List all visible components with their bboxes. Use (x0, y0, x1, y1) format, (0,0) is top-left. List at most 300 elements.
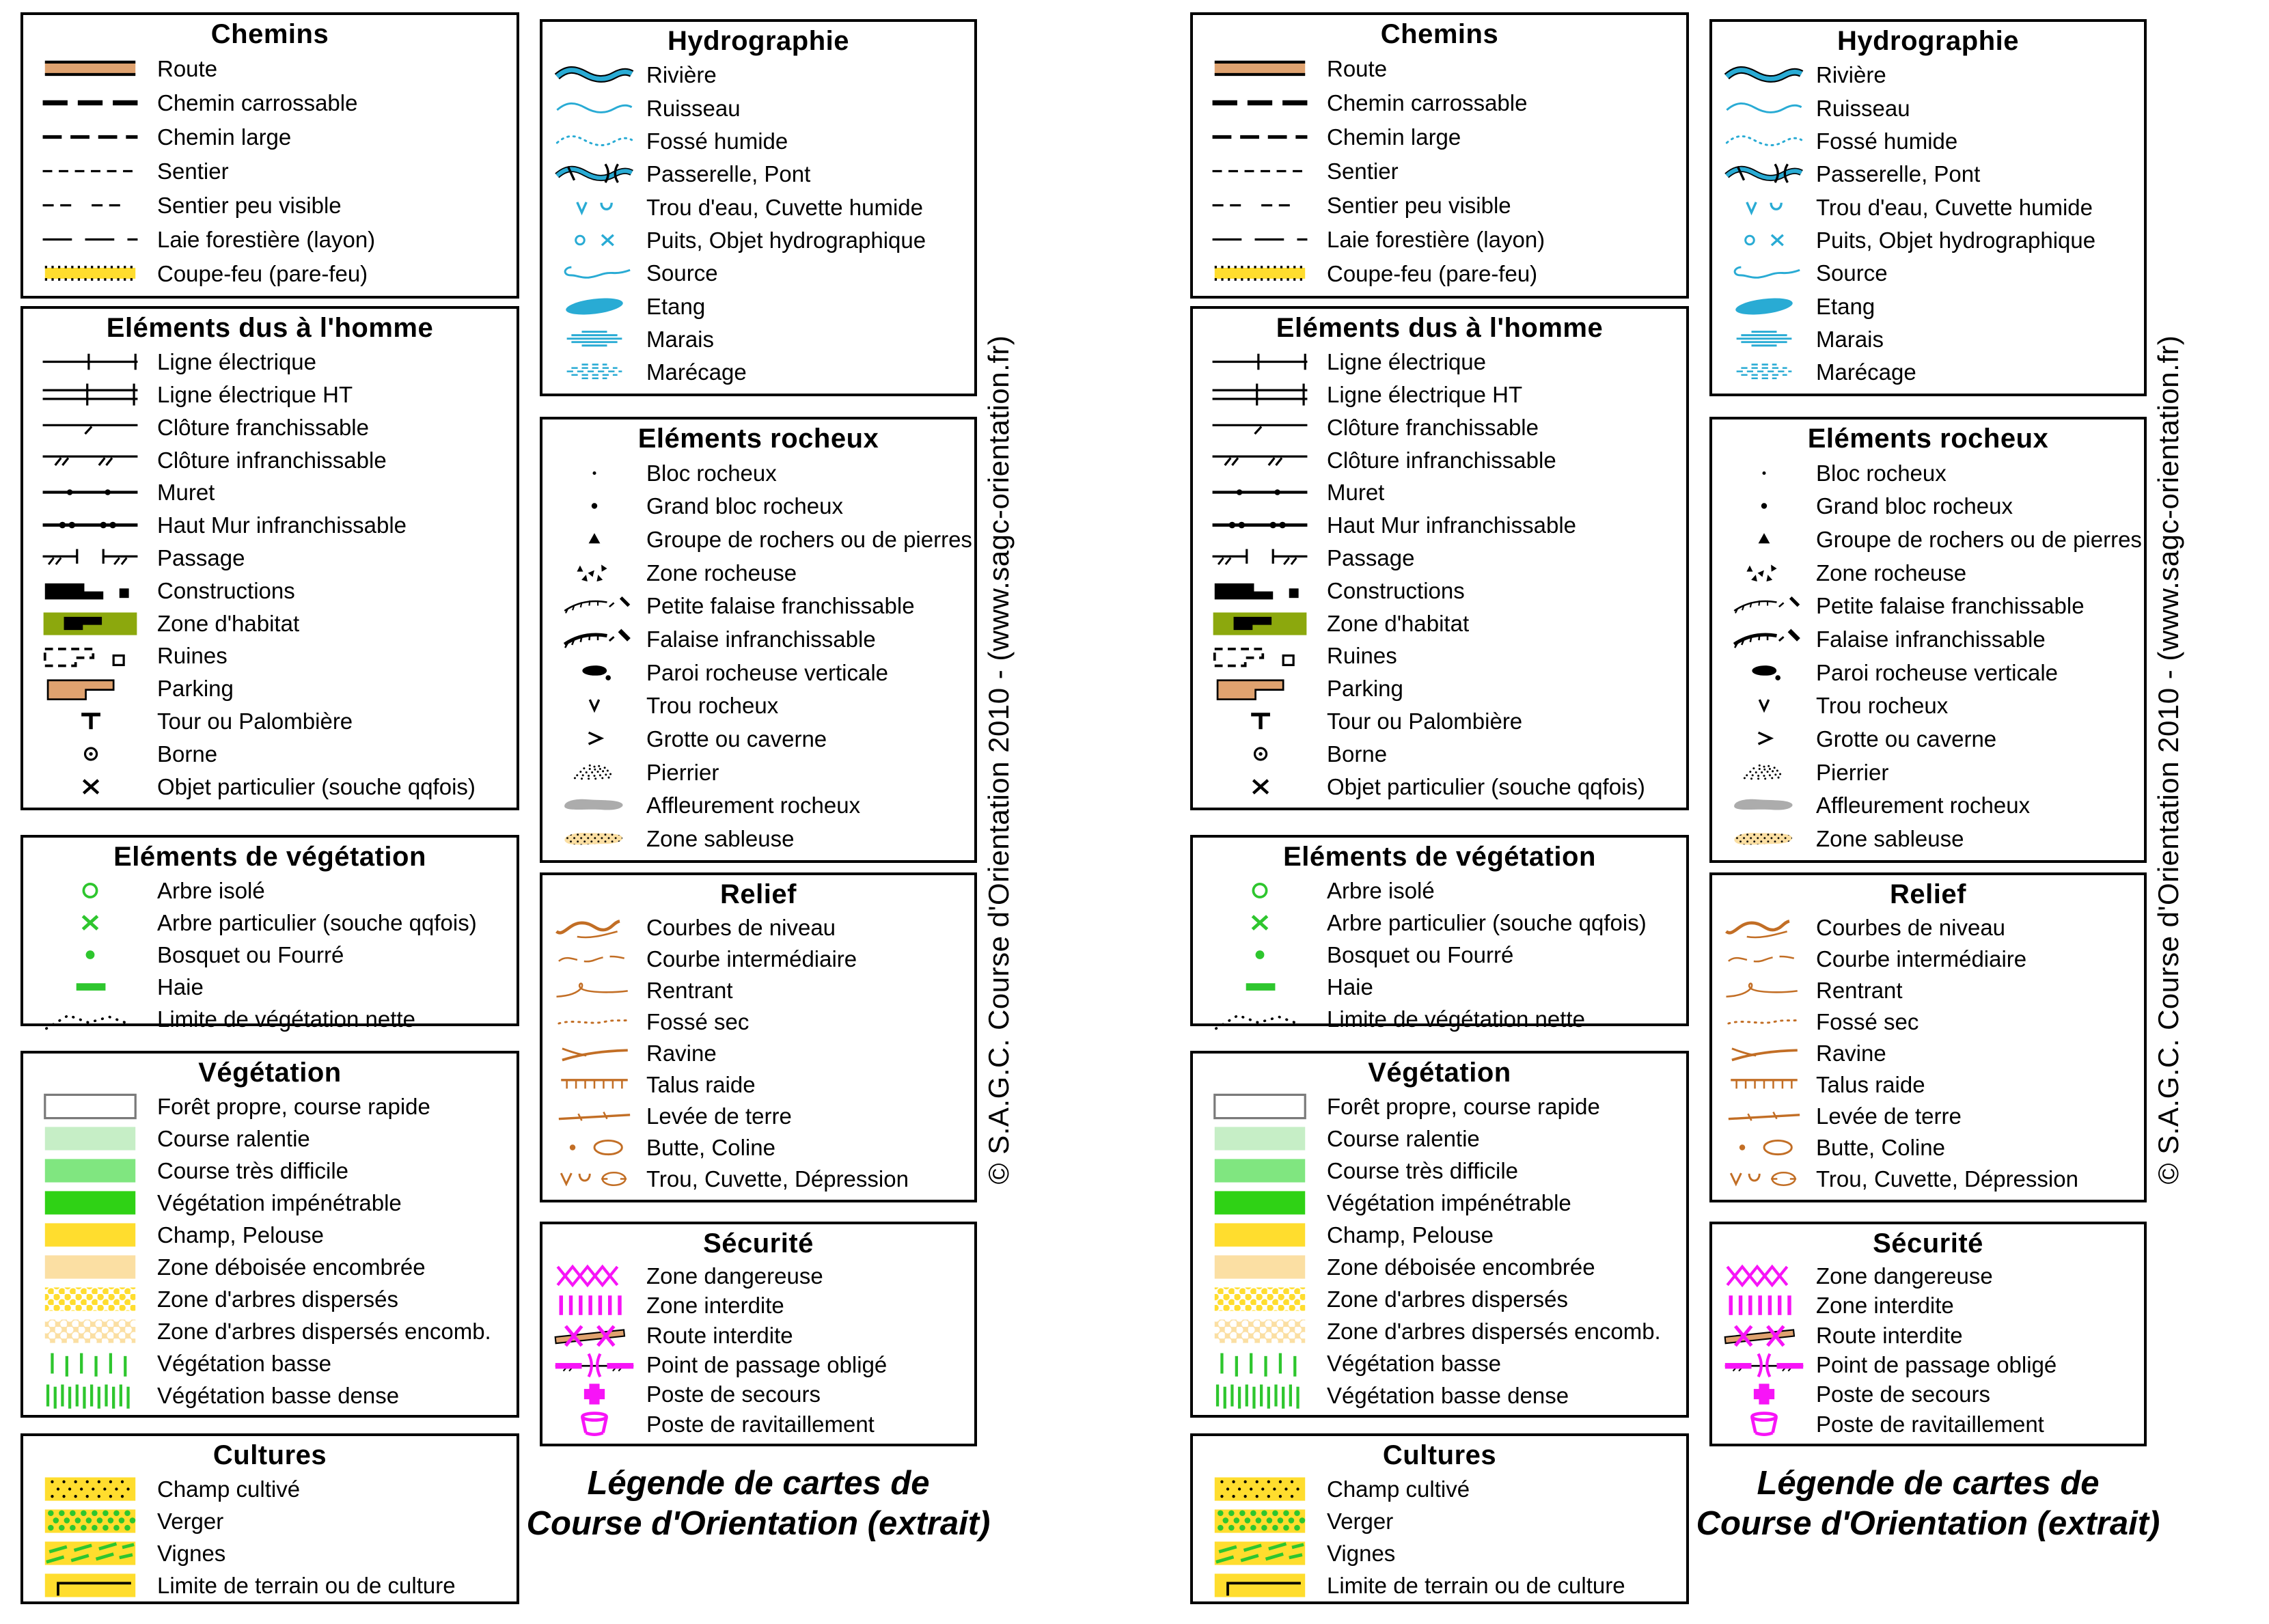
legend-label: Champ cultivé (1327, 1476, 1470, 1502)
legend-row (542, 627, 974, 652)
legend-label: Petite falaise franchissable (1816, 593, 2085, 619)
legend-row (542, 96, 974, 121)
ravine-icon (542, 1041, 646, 1066)
disperses-icon (23, 1283, 157, 1315)
legend-row (1193, 939, 1686, 971)
butte-icon (1712, 1135, 1816, 1160)
legend-row (542, 460, 974, 486)
legend-row (23, 121, 517, 153)
legend-row (1712, 915, 2144, 940)
legend-row (1193, 346, 1686, 378)
box-title: Eléments rocheux (637, 424, 879, 454)
legend-label: Rivière (646, 62, 717, 88)
cloture-infranchissable-icon (23, 444, 157, 476)
legend-label: Zone d'habitat (157, 610, 300, 636)
legend-row (1712, 1263, 2144, 1289)
champ-pelouse-icon (23, 1219, 157, 1251)
route-icon (23, 53, 157, 85)
courbes-niveau-icon (1712, 915, 1816, 940)
legend-label: Bosquet ou Fourré (1327, 941, 1514, 967)
legend-row (1193, 1315, 1686, 1347)
legend-row (542, 1381, 974, 1407)
haie-icon (23, 971, 157, 1003)
legend-label: Zone déboisée encombrée (157, 1254, 426, 1280)
fosse-sec-icon (542, 1009, 646, 1034)
zone-dangereuse-icon (542, 1263, 646, 1289)
legend-label: Passage (157, 545, 245, 570)
legend-row (1193, 672, 1686, 704)
impenetrable-icon (23, 1187, 157, 1219)
legend-row (23, 705, 517, 737)
legend-label: Zone d'habitat (1327, 610, 1470, 636)
levee-terre-icon (542, 1103, 646, 1129)
legend-row (23, 1123, 517, 1155)
box-title: Relief (1890, 879, 1966, 909)
legend-label: Borne (1327, 741, 1388, 767)
zone-rocheuse-icon (1712, 560, 1816, 586)
legend-label: Affleurement rocheux (646, 793, 861, 818)
legend-label: Trou, Cuvette, Dépression (646, 1166, 909, 1192)
borne-icon (1193, 738, 1327, 770)
legend-box-homme (1190, 306, 1689, 810)
passage-oblige-icon (542, 1352, 646, 1377)
legend-row (1712, 1135, 2144, 1160)
legend-row (1193, 1283, 1686, 1315)
legend-row (1193, 155, 1686, 187)
passerelle-icon (1712, 161, 1816, 187)
legend-label: Passerelle, Pont (646, 161, 811, 187)
bosquet-icon (1193, 939, 1327, 971)
groupe-rochers-icon (1712, 527, 1816, 552)
legend-box-cultures (1190, 1433, 1689, 1604)
falaise-infranchissable-icon (542, 627, 646, 652)
zone-habitat-icon (23, 607, 157, 639)
trou-eau-icon (1712, 195, 1816, 220)
route-interdite-icon (1712, 1323, 1816, 1348)
pierrier-icon (1712, 760, 1816, 785)
legend-label: Petite falaise franchissable (646, 593, 915, 619)
box-title: Sécurité (703, 1228, 814, 1258)
box-title: Hydrographie (667, 26, 850, 56)
legend-label: Zone sableuse (1816, 826, 1964, 852)
legend-label: Point de passage obligé (1816, 1352, 2057, 1378)
constructions-icon (23, 575, 157, 607)
legend-label: Vignes (1327, 1540, 1396, 1566)
source-icon (542, 260, 646, 286)
legend-row (23, 1155, 517, 1187)
legend-label: Course ralentie (1327, 1125, 1480, 1151)
legend-row (23, 771, 517, 803)
arbre-particulier-icon (23, 907, 157, 939)
legend-row (1712, 161, 2144, 187)
legend-label: Parking (1327, 676, 1403, 702)
parking-icon (1193, 672, 1327, 704)
affleurement-icon (542, 793, 646, 818)
legend-row (542, 359, 974, 385)
legend-label: Etang (646, 293, 706, 319)
legend-row (1712, 1381, 2144, 1407)
legend-label: Végétation basse dense (157, 1382, 400, 1408)
box-title: Eléments dus à l'homme (106, 313, 434, 343)
copyright-vertical-text: © S.A.G.C. Course d'Orientation 2010 - (www.sagc-orientation.fr) (982, 335, 1015, 1185)
legend-row (1193, 121, 1686, 153)
legend-row (542, 978, 974, 1003)
legend-label: Zone dangereuse (646, 1263, 823, 1289)
legend-label: Végétation basse dense (1327, 1382, 1569, 1408)
legend-row (1193, 1003, 1686, 1035)
legend-label: Fossé humide (1816, 128, 1958, 154)
legend-row (1712, 1103, 2144, 1129)
legend-label: Levée de terre (1816, 1103, 1962, 1129)
legend-row (1193, 1473, 1686, 1505)
zone-sableuse-icon (542, 826, 646, 851)
legend-label: Poste de ravitaillement (1816, 1411, 2044, 1437)
legend-row (542, 1072, 974, 1097)
legend-box-securite (540, 1222, 977, 1446)
ruisseau-icon (542, 96, 646, 121)
legend-row (1193, 607, 1686, 639)
marais-icon (542, 327, 646, 352)
legend-row (1193, 1090, 1686, 1123)
passage-icon (1193, 542, 1327, 574)
legend-row (23, 971, 517, 1003)
legend-row (23, 155, 517, 187)
legend-row (1193, 476, 1686, 508)
sentier-icon (23, 155, 157, 187)
legend-row (542, 826, 974, 851)
legend-label: Borne (157, 741, 218, 767)
limite-terrain-icon (23, 1569, 157, 1601)
legend-row (23, 672, 517, 704)
legend-row (23, 1090, 517, 1123)
legend-label: Puits, Objet hydrographique (646, 228, 926, 253)
legend-row (1193, 444, 1686, 476)
legend-row (23, 639, 517, 672)
box-title: Eléments dus à l'homme (1276, 313, 1604, 343)
legend-row (23, 1379, 517, 1412)
legend-row (542, 260, 974, 286)
legend-row (1712, 1323, 2144, 1348)
cloture-franchissable-icon (1193, 411, 1327, 443)
legend-sheet-title (1696, 1463, 2160, 1544)
muret-icon (1193, 476, 1327, 508)
legend-label: Zone interdite (1816, 1293, 1954, 1319)
legend-label: Sentier (157, 159, 229, 184)
legend-label: Passage (1327, 545, 1415, 570)
legend-row (23, 1569, 517, 1601)
legend-label: Trou, Cuvette, Dépression (1816, 1166, 2078, 1192)
legend-label: Route (157, 56, 218, 82)
grand-bloc-icon (1712, 493, 1816, 519)
legend-label: Course très difficile (157, 1157, 349, 1183)
legend-label: Muret (157, 480, 215, 506)
legend-label: Constructions (157, 577, 295, 603)
trou-cuvette-icon (1712, 1166, 1816, 1192)
legend-label: Vignes (157, 1540, 226, 1566)
impenetrable-icon (1193, 1187, 1327, 1219)
legend-label: Courbes de niveau (1816, 915, 2006, 941)
legend-label: Paroi rocheuse verticale (1816, 659, 2059, 685)
legend-label: Chemin large (157, 124, 292, 150)
legend-label: Fossé humide (646, 128, 788, 154)
fosse-humide-icon (1712, 128, 1816, 154)
legend-label: Ravine (646, 1041, 717, 1066)
trou-rocheux-icon (1712, 693, 1816, 718)
legend-row (23, 1505, 517, 1537)
legend-label: Laie forestière (layon) (157, 227, 376, 253)
legend-sheet-title-line2: Course d'Orientation (extrait) (1696, 1504, 2160, 1542)
legend-row (542, 1166, 974, 1192)
parking-icon (23, 672, 157, 704)
legend-row (542, 62, 974, 87)
chemin-carrossable-icon (23, 87, 157, 119)
legend-label: Levée de terre (646, 1103, 792, 1129)
champ-cultive-icon (23, 1473, 157, 1505)
legend-row (1193, 1379, 1686, 1412)
legend-row (542, 128, 974, 154)
legend-row (1193, 971, 1686, 1003)
legend-row (1193, 223, 1686, 256)
legend-row (1193, 379, 1686, 411)
legend-label: Route (1327, 56, 1388, 82)
grotte-icon (542, 726, 646, 752)
legend-label: Clôture infranchissable (1327, 447, 1556, 473)
ligne-electrique-ht-icon (1193, 379, 1327, 411)
legend-label: Talus raide (646, 1072, 756, 1098)
arbre-isole-icon (23, 875, 157, 907)
legend-box-securite (1709, 1222, 2147, 1446)
legend-row (1712, 327, 2144, 352)
box-title: Végétation (1368, 1058, 1511, 1088)
legend-row (542, 1103, 974, 1129)
coupe-feu-icon (1193, 258, 1327, 290)
zone-interdite-icon (542, 1293, 646, 1318)
passage-oblige-icon (1712, 1352, 1816, 1377)
legend-box-relief (540, 872, 977, 1202)
legend-row (1193, 1347, 1686, 1379)
coupe-feu-icon (23, 258, 157, 290)
legend-row (1712, 359, 2144, 385)
legend-row (542, 793, 974, 818)
legend-row (23, 1347, 517, 1379)
box-title: Eléments de végétation (113, 842, 426, 872)
legend-row (542, 1009, 974, 1034)
legend-row (1712, 978, 2144, 1003)
legend-label: Parking (157, 676, 234, 702)
legend-row (1193, 771, 1686, 803)
legend-row (1193, 1219, 1686, 1251)
legend-row (1712, 1041, 2144, 1066)
box-title: Chemins (1380, 19, 1499, 49)
legend-label: Zone d'arbres dispersés (1327, 1286, 1568, 1312)
legend-label: Groupe de rochers ou de pierres (1816, 526, 2142, 552)
rentrant-icon (542, 978, 646, 1003)
legend-label: Ruines (157, 643, 228, 669)
legend-box-vegel (20, 835, 519, 1032)
legend-label: Poste de ravitaillement (646, 1411, 875, 1437)
legend-label: Courbe intermédiaire (646, 946, 857, 972)
legend-label: Bloc rocheux (1816, 460, 1947, 486)
groupe-rochers-icon (542, 527, 646, 552)
legend-row (23, 379, 517, 411)
legend-label: Fossé sec (646, 1009, 750, 1035)
zone-interdite-icon (1712, 1293, 1816, 1318)
legend-row (1712, 1352, 2144, 1377)
passage-icon (23, 542, 157, 574)
legend-label: Végétation basse (157, 1350, 332, 1376)
legend-row (542, 161, 974, 187)
objet-particulier-icon (1193, 771, 1327, 803)
legend-label: Falaise infranchissable (646, 626, 876, 652)
legend-label: Rentrant (646, 978, 733, 1004)
legend-row (1712, 793, 2144, 818)
riviere-icon (542, 62, 646, 87)
legend-row (1712, 660, 2144, 685)
legend-box-rocheux (1709, 417, 2147, 863)
legend-label: Champ, Pelouse (1327, 1222, 1494, 1248)
legend-label: Chemin large (1327, 124, 1461, 150)
legend-label: Source (1816, 260, 1888, 286)
course-difficile-icon (1193, 1155, 1327, 1187)
legend-row (542, 1323, 974, 1348)
legend-label: Haut Mur infranchissable (157, 512, 407, 538)
legend-label: Poste de secours (1816, 1381, 1990, 1407)
legend-label: Tour ou Palombière (157, 708, 353, 734)
legend-row (542, 1135, 974, 1160)
haut-mur-icon (23, 509, 157, 541)
verger-icon (23, 1505, 157, 1537)
legend-row (1712, 1412, 2144, 1437)
legend-row (23, 87, 517, 119)
legend-label: Chemin carrossable (157, 90, 358, 116)
legend-sheet-title-line2: Course d'Orientation (extrait) (526, 1504, 991, 1542)
ligne-electrique-icon (23, 346, 157, 378)
legend-box-vegel (1190, 835, 1689, 1032)
veg-basse-dense-icon (1193, 1379, 1327, 1412)
legend-row (1712, 1009, 2144, 1034)
legend-row (1712, 128, 2144, 154)
legend-row (1193, 1155, 1686, 1187)
legend-label: Paroi rocheuse verticale (646, 659, 889, 685)
legend-row (23, 738, 517, 770)
trou-cuvette-icon (542, 1166, 646, 1192)
legend-label: Sentier peu visible (157, 193, 342, 219)
cloture-infranchissable-icon (1193, 444, 1327, 476)
grand-bloc-icon (542, 493, 646, 519)
legend-label: Arbre isolé (1327, 877, 1435, 903)
legend-label: Puits, Objet hydrographique (1816, 228, 2096, 253)
legend-row (542, 946, 974, 972)
legend-row (542, 593, 974, 618)
legend-row (23, 1003, 517, 1035)
legend-row (542, 493, 974, 519)
arbre-particulier-icon (1193, 907, 1327, 939)
grotte-icon (1712, 726, 1816, 752)
box-title: Relief (720, 879, 797, 909)
chemin-large-icon (1193, 121, 1327, 153)
legend-row (1193, 189, 1686, 221)
legend-label: Champ, Pelouse (157, 1222, 324, 1248)
course-ralentie-icon (1193, 1123, 1327, 1155)
objet-particulier-icon (23, 771, 157, 803)
legend-label: Zone rocheuse (646, 560, 797, 586)
legend-row (1193, 53, 1686, 85)
legend-label: Laie forestière (layon) (1327, 227, 1545, 253)
legend-label: Objet particulier (souche qqfois) (157, 773, 476, 799)
haut-mur-icon (1193, 509, 1327, 541)
legend-label: Route interdite (646, 1322, 793, 1348)
legend-label: Clôture franchissable (157, 414, 369, 440)
etang-icon (542, 294, 646, 319)
legend-row (23, 939, 517, 971)
legend-row (23, 53, 517, 85)
legend-label: Haie (157, 974, 204, 1000)
legend-row (1712, 228, 2144, 253)
disperses-encomb-icon (1193, 1315, 1327, 1347)
legend-row (542, 1412, 974, 1437)
fosse-humide-icon (542, 128, 646, 154)
legend-label: Objet particulier (souche qqfois) (1327, 773, 1645, 799)
legend-row (1712, 62, 2144, 87)
legend-row (1193, 1123, 1686, 1155)
legend-row (1712, 460, 2144, 486)
legend-label: Trou rocheux (1816, 693, 1949, 719)
limite-terrain-icon (1193, 1569, 1327, 1601)
legend-box-homme (20, 306, 519, 810)
arbre-isole-icon (1193, 875, 1327, 907)
legend-row (23, 575, 517, 607)
legend-row (1712, 826, 2144, 851)
legend-row (1193, 87, 1686, 119)
legend-label: Arbre isolé (157, 877, 265, 903)
legend-label: Haut Mur infranchissable (1327, 512, 1576, 538)
poste-secours-icon (1712, 1381, 1816, 1407)
ruisseau-icon (1712, 96, 1816, 121)
legend-row (1712, 760, 2144, 785)
legend-box-cultures (20, 1433, 519, 1604)
legend-row (23, 258, 517, 290)
rentrant-icon (1712, 978, 1816, 1003)
legend-label: Coupe-feu (pare-feu) (1327, 261, 1538, 287)
legend-label: Arbre particulier (souche qqfois) (1327, 909, 1647, 935)
legend-label: Limite de végétation nette (157, 1006, 415, 1032)
legend-label: Talus raide (1816, 1072, 1925, 1098)
riviere-icon (1712, 62, 1816, 87)
route-icon (1193, 53, 1327, 85)
ravine-icon (1712, 1041, 1816, 1066)
legend-row (1712, 96, 2144, 121)
legend-label: Trou d'eau, Cuvette humide (646, 194, 923, 220)
puits-icon (1712, 228, 1816, 253)
petite-falaise-icon (542, 593, 646, 618)
course-ralentie-icon (23, 1123, 157, 1155)
limite-vegetation-icon (1193, 1003, 1327, 1035)
legend-label: Butte, Coline (646, 1135, 775, 1161)
legend-label: Végétation impénétrable (157, 1189, 402, 1215)
legend-label: Forêt propre, course rapide (157, 1093, 430, 1119)
box-title: Végétation (198, 1058, 342, 1088)
legend-row (1193, 1505, 1686, 1537)
talus-raide-icon (542, 1072, 646, 1097)
legend-row (23, 1473, 517, 1505)
legend-box-relief (1709, 872, 2147, 1202)
legend-row (542, 195, 974, 220)
legend-label: Verger (1327, 1508, 1394, 1534)
tour-icon (23, 705, 157, 737)
legend-row (1193, 542, 1686, 574)
legend-row (542, 228, 974, 253)
legend-label: Fossé sec (1816, 1009, 1919, 1035)
